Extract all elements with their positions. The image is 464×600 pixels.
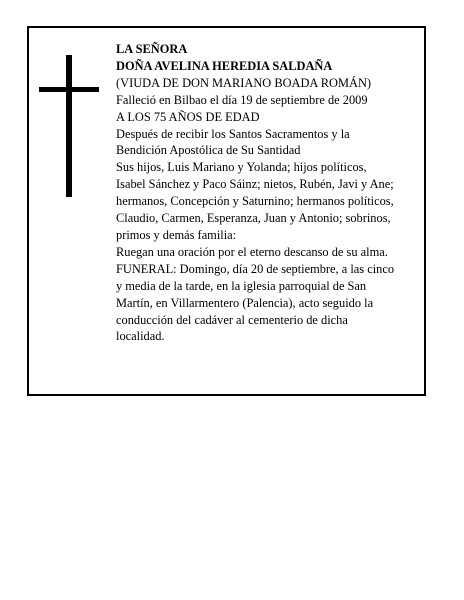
- cross-icon: [39, 55, 99, 197]
- widow-of-line: (VIUDA DE DON MARIANO BOADA ROMÁN): [116, 75, 372, 90]
- prayer-line: Ruegan una oración por el eterno descanso de su alma.: [116, 244, 388, 259]
- family-line: Claudio, Carmen, Esperanza, Juan y Antonio; sobrinos,: [116, 211, 391, 226]
- family-line: Sus hijos, Luis Mariano y Yolanda; hijos políticos,: [116, 160, 367, 175]
- family-line: Isabel Sánchez y Paco Sáinz; nietos, Rubén, Javi y Ane;: [116, 177, 394, 192]
- death-line: Falleció en Bilbao el día 19 de septiembre de 2009: [116, 92, 368, 107]
- obituary-notice: [27, 26, 426, 396]
- funeral-line: FUNERAL: Domingo, día 20 de septiembre, a las cinco: [116, 261, 395, 276]
- funeral-line: localidad.: [116, 329, 165, 344]
- family-line: primos y demás familia:: [116, 227, 237, 242]
- sacraments-line: Bendición Apostólica de Su Santidad: [116, 143, 301, 158]
- sacraments-line: Después de recibir los Santos Sacramentos y la: [116, 126, 350, 141]
- cross-horizontal-bar: [39, 87, 99, 92]
- funeral-line: Martín, en Villarmentero (Palencia), acto seguido la: [116, 295, 374, 310]
- deceased-name: DOÑA AVELINA HEREDIA SALDAÑA: [116, 58, 333, 73]
- cross-vertical-bar: [66, 55, 72, 197]
- funeral-line: y media de la tarde, en la iglesia parroquial de San: [116, 278, 367, 293]
- funeral-line: conducción del cadáver al cementerio de dicha: [116, 312, 348, 327]
- obituary-text: [116, 41, 416, 345]
- age-line: A LOS 75 AÑOS DE EDAD: [116, 109, 260, 124]
- notice-title: LA SEÑORA: [116, 42, 188, 56]
- family-line: hermanos, Concepción y Saturnino; hermanos políticos,: [116, 194, 394, 209]
